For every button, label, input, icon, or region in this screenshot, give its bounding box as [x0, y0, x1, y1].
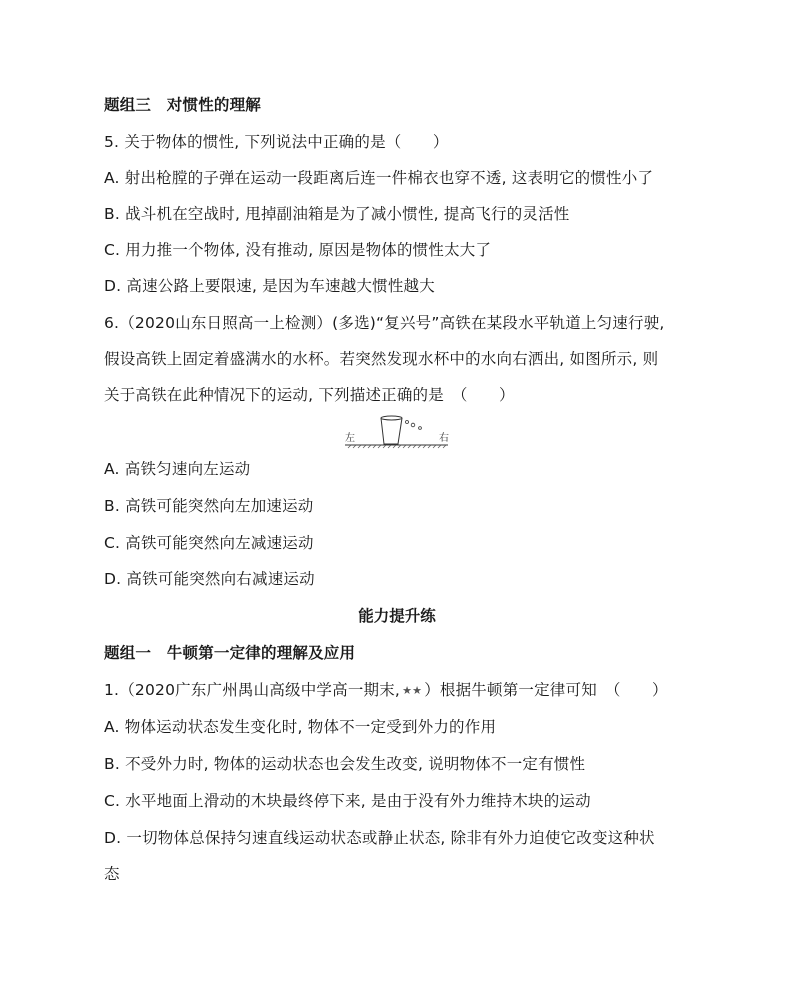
q5-option-c: C. 用力推一个物体, 没有推动, 原因是物体的惯性太大了	[104, 241, 492, 259]
water-droplet	[419, 427, 422, 430]
q1-stem	[104, 679, 668, 702]
q1-stem-before: 1.（2020广东广州禺山高级中学高一期末,	[104, 681, 401, 699]
q1-option-d-line2: 态	[104, 865, 120, 883]
water-droplet	[406, 421, 409, 424]
q5-option-a: A. 射出枪膛的子弹在运动一段距离后连一件棉衣也穿不透, 这表明它的惯性小了	[104, 169, 654, 187]
q6-stem-line3: 关于高铁在此种情况下的运动, 下列描述正确的是 （ ）	[104, 386, 515, 404]
figure-label-right: 右	[439, 433, 449, 444]
q1-stem-after: ）根据牛顿第一定律可知 （ ）	[424, 681, 668, 699]
q6-option-a: A. 高铁匀速向左运动	[104, 460, 251, 478]
cup-rim	[381, 416, 402, 420]
q6-stem-line1: 6.（2020山东日照高一上检测）(多选)“复兴号”高铁在某段水平轨道上匀速行驶,	[104, 314, 665, 332]
difficulty-star-icon: ★★	[402, 683, 423, 697]
q6-option-c: C. 高铁可能突然向左减速运动	[104, 534, 314, 552]
q1-option-c: C. 水平地面上滑动的木块最终停下来, 是由于没有外力维持木块的运动	[104, 792, 591, 810]
cup-shape	[381, 418, 402, 444]
q6-option-b: B. 高铁可能突然向左加速运动	[104, 497, 314, 515]
water-droplet	[411, 423, 415, 427]
group3-heading: 题组三 对惯性的理解	[104, 96, 262, 114]
figure-label-left: 左	[345, 433, 355, 444]
q5-stem: 5. 关于物体的惯性, 下列说法中正确的是（ ）	[104, 133, 449, 151]
q1-option-d-line1: D. 一切物体总保持匀速直线运动状态或静止状态, 除非有外力迫使它改变这种状	[104, 829, 655, 847]
group1-heading: 题组一 牛顿第一定律的理解及应用	[104, 644, 356, 662]
q6-stem-line2: 假设高铁上固定着盛满水的水杯。若突然发现水杯中的水向右洒出, 如图所示, 则	[104, 350, 659, 368]
q1-option-b: B. 不受外力时, 物体的运动状态也会发生改变, 说明物体不一定有惯性	[104, 755, 586, 773]
q6-figure	[340, 412, 460, 454]
q5-option-d: D. 高速公路上要限速, 是因为车速越大惯性越大	[104, 277, 435, 295]
section-heading: 能力提升练	[358, 607, 436, 625]
q5-option-b: B. 战斗机在空战时, 甩掉副油箱是为了减小惯性, 提高飞行的灵活性	[104, 205, 570, 223]
q1-option-a: A. 物体运动状态发生变化时, 物体不一定受到外力的作用	[104, 718, 497, 736]
q6-option-d: D. 高铁可能突然向右减速运动	[104, 570, 315, 588]
